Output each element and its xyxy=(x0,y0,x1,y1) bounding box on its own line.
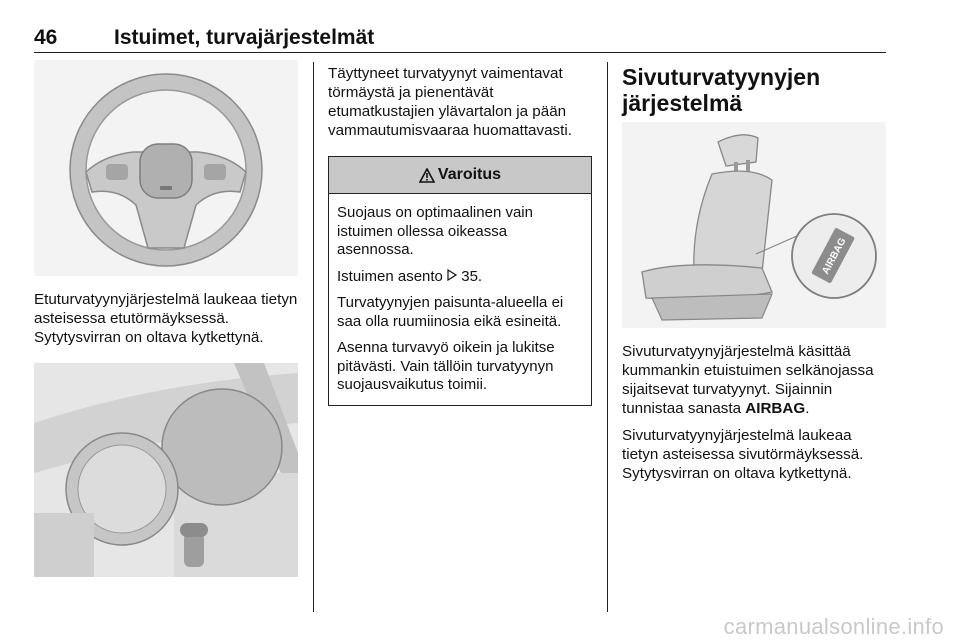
side-airbag-text-1-main: Sivuturvatyynyjärjestelmä käsittää kummankin etuistuimen selkänojassa sijaitsevat turvatyynyt. Sijainnin tunnistaa sanasta xyxy=(622,343,874,417)
page-number: 46 xyxy=(34,26,58,49)
airbag-keyword: AIRBAG xyxy=(745,400,806,417)
column-1 xyxy=(34,60,298,577)
airbag-label: AIRBAG xyxy=(820,236,849,277)
warning-header xyxy=(329,157,591,194)
page-title: Istuimet, turvajärjestelmät xyxy=(114,26,375,49)
watermark: carmanualsonline.info xyxy=(723,614,944,639)
section-title: Sivuturvatyynyjen järjestelmä xyxy=(622,64,821,116)
warning-box xyxy=(328,156,592,406)
deployed-airbag-text: Täyttyneet turvatyynyt vaimentavat törmäystä ja pienentävät etumatkustajien ylävartalon ja pään vammautumisvaaraa huomattavasti. xyxy=(328,65,572,139)
side-airbag-text-2: Sivuturvatyynyjärjestelmä laukeaa tietyn asteisessa sivutörmäyksessä. Sytytysvirran on oltava kytkettynä. xyxy=(622,427,864,482)
warning-title: Varoitus xyxy=(437,166,502,183)
page-header xyxy=(34,26,886,54)
seat-position-label: Istuimen asento xyxy=(337,267,443,285)
warning-triangle-icon xyxy=(419,168,435,183)
side-airbag-seat-illustration xyxy=(622,122,886,328)
page-reference-arrow-icon xyxy=(447,269,457,281)
warning-text-1: Suojaus on optimaalinen vain istuimen ollessa oikeassa asennossa. xyxy=(337,204,533,258)
side-airbag-text-1 xyxy=(622,342,886,418)
column-2 xyxy=(328,64,592,406)
warning-text-3: Turvatyynyjen paisunta-alueella ei saa olla ruumiinosia eikä esineitä. xyxy=(337,294,564,330)
deployed-airbag-illustration xyxy=(34,363,298,577)
column-divider-2 xyxy=(607,62,608,612)
column-divider-1 xyxy=(313,62,314,612)
frontal-airbag-text: Etuturvatyynyjärjestelmä laukeaa tietyn asteisessa etutörmäyksessä. Sytytysvirran on oltava kytkettynä. xyxy=(34,291,298,346)
steering-wheel-illustration xyxy=(34,60,298,276)
side-airbag-text-1-end: . xyxy=(805,400,810,417)
warning-text-4: Asenna turvavyö oikein ja lukitse pitävästi. Vain tällöin turvatyynyn suojausvaikutus toimii. xyxy=(337,339,555,393)
column-3 xyxy=(622,64,886,491)
page-reference[interactable]: 35. xyxy=(461,267,483,285)
header-rule xyxy=(34,52,886,53)
warning-text-2 xyxy=(337,268,583,287)
